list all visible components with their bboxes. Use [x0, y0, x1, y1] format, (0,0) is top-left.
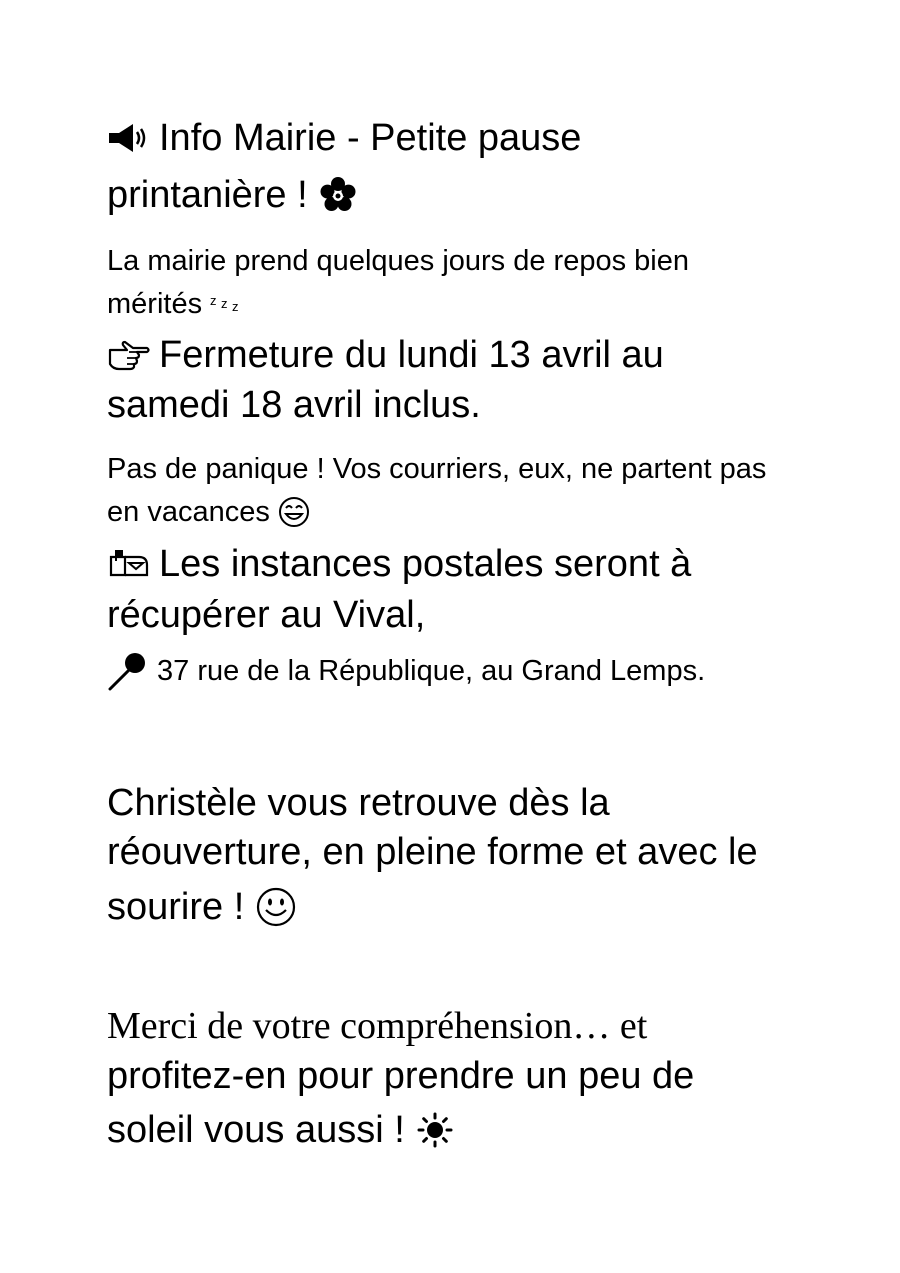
postal-text-line-1: Les instances postales seront à	[159, 543, 692, 585]
closing-line-2	[107, 382, 481, 428]
heading-line-1	[107, 115, 581, 161]
svg-text:z: z	[221, 296, 228, 311]
thanks-line-2	[107, 1053, 694, 1099]
svg-text:z: z	[232, 299, 239, 314]
sun-icon	[417, 1112, 453, 1148]
address-line	[107, 651, 705, 691]
zzz-icon	[210, 293, 244, 315]
reopening-line-2	[107, 829, 758, 875]
thanks-text-line-2: profitez-en pour prendre un peu de	[107, 1055, 695, 1097]
mailbox-icon	[107, 547, 151, 581]
heading-text-line-2: printanière !	[107, 174, 308, 216]
heading-line-2	[107, 172, 356, 218]
reopening-text-line-3: sourire !	[107, 886, 245, 928]
intro-line-2	[107, 286, 244, 322]
thanks-line-3	[107, 1107, 453, 1153]
smile-icon	[278, 496, 310, 528]
intro-line-1	[107, 243, 689, 279]
thanks-text-line-3: soleil vous aussi !	[107, 1109, 405, 1151]
intro-text-line-1: La mairie prend quelques jours de repos bien	[107, 245, 689, 277]
reopening-line-1	[107, 780, 610, 826]
svg-text:z: z	[210, 293, 217, 308]
reopening-line-3	[107, 884, 296, 930]
smiley-icon	[256, 887, 296, 927]
closing-line-1	[107, 332, 664, 378]
heading-text-line-1: Info Mairie - Petite pause	[159, 117, 582, 159]
postal-text-line-2: récupérer au Vival,	[107, 594, 426, 636]
megaphone-icon	[107, 121, 151, 155]
pointing-hand-icon	[107, 338, 151, 372]
reassure-text-line-1: Pas de panique ! Vos courriers, eux, ne partent pas	[107, 453, 767, 485]
thanks-line-1	[107, 1003, 647, 1049]
reassure-line-2	[107, 494, 310, 530]
postal-line-1	[107, 541, 691, 587]
reopening-text-line-1: Christèle vous retrouve dès la	[107, 782, 610, 824]
closing-text-line-1: Fermeture du lundi 13 avril au	[159, 334, 664, 376]
closing-text-line-2: samedi 18 avril inclus.	[107, 384, 481, 426]
pushpin-icon	[107, 651, 149, 691]
reassure-line-1	[107, 451, 766, 487]
postal-line-2	[107, 592, 425, 638]
address-text: 37 rue de la République, au Grand Lemps.	[157, 655, 706, 687]
thanks-text-line-1: Merci de votre compréhension… et	[107, 1005, 648, 1047]
reopening-text-line-2: réouverture, en pleine forme et avec le	[107, 831, 758, 873]
intro-text-line-2: mérités	[107, 288, 203, 320]
reassure-text-line-2: en vacances	[107, 496, 270, 528]
flower-icon	[320, 177, 356, 213]
